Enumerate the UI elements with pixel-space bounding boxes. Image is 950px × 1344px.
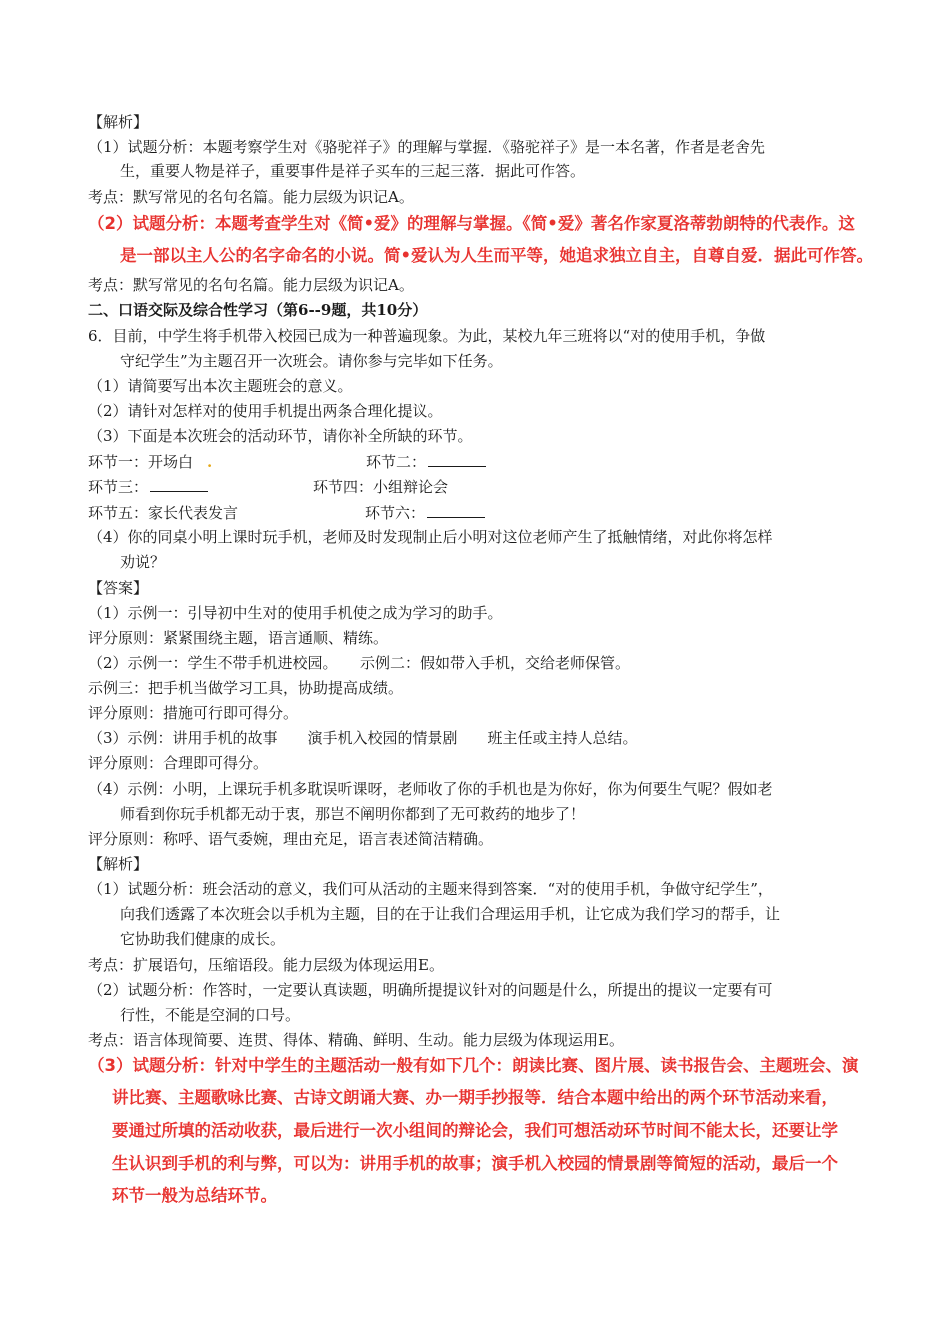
step-5: 环节五：家长代表发言 [88,504,239,522]
answer-4-line-1: （4）示例：小明，上课玩手机多耽误听课呀，老师收了你的手机也是为你好，你为何要生气呢？假如老 [88,780,773,798]
analysis-b1-line-2: 向我们透露了本次班会以手机为主题，目的在于让我们合理运用手机，让它成为我们学习的帮手，让 [120,905,781,923]
kaodian-1: 考点：默写常见的名句名篇。能力层级为识记A。 [88,188,414,206]
analysis-2-line-1: （2）试题分析：本题考查学生对《简•爱》的理解与掌握。《简•爱》著名作家夏洛蒂勃朗特的代表作。这 [88,214,855,233]
jiexi-label-1: 【解析】 [88,113,149,131]
analysis-b1-line-1: （1）试题分析：班会活动的意义，我们可从活动的主题来得到答案．“对的使用手机，争做守纪学生”， [88,880,773,898]
subquestion-1: （1）请简要写出本次主题班会的意义。 [88,377,353,395]
analysis-b3-line-5: 环节一般为总结环节。 [112,1186,277,1205]
step-2-label: 环节二： [366,453,427,471]
question-6-line-2: 守纪学生”为主题召开一次班会。请你参与完毕如下任务。 [120,352,503,370]
jiexi-label-2: 【解析】 [88,855,149,873]
step-2 [366,452,486,472]
step-1-mark: . [207,453,213,471]
analysis-1-line-1: （1）试题分析：本题考察学生对《骆驼祥子》的理解与掌握．《骆驼祥子》是一本名著，作者是老舍先 [88,138,766,156]
step-1-label: 环节一：开场白 [88,453,194,471]
answer-label: 【答案】 [88,579,149,597]
step-4: 环节四：小组辩论会 [313,478,449,496]
analysis-b2-line-1: （2）试题分析：作答时，一定要认真读题，明确所提提议针对的问题是什么，所提出的提议一定要有可 [88,981,773,999]
section-heading: 二、口语交际及综合性学习（第6--9题，共10分） [88,301,428,319]
answer-2-example-3: 示例三：把手机当做学习工具，协助提高成绩。 [88,679,404,697]
analysis-b2-line-2: 行性，不能是空洞的口号。 [120,1006,301,1024]
answer-4-line-2: 师看到你玩手机都无动于衷，那岂不阐明你都到了无可救药的地步了！ [120,805,586,823]
question-6-line-1: 6．目前，中学生将手机带入校园已成为一种普遍现象。为此，某校九年三班将以“对的使用手机，争做 [88,327,766,345]
step-1 [88,452,212,472]
answer-3-rule: 评分原则：合理即可得分。 [88,754,269,772]
analysis-b3-line-2: 讲比赛、主题歌咏比赛、古诗文朗诵大赛、办一期手抄报等．结合本题中给出的两个环节活动来看， [112,1088,838,1107]
subquestion-2: （2）请针对怎样对的使用手机提出两条合理化提议。 [88,402,443,420]
step-6 [365,503,485,523]
subquestion-3: （3）下面是本次班会的活动环节，请你补全所缺的环节。 [88,427,473,445]
answer-4-rule: 评分原则：称呼、语气委婉，理由充足，语言表述简洁精确。 [88,830,494,848]
step-3-label: 环节三： [88,478,149,496]
subquestion-4-line-2: 劝说？ [120,553,166,571]
step-2-blank[interactable] [428,452,486,467]
analysis-2-line-2: 是一部以主人公的名字命名的小说。简•爱认为人生而平等，她追求独立自主，自尊自爱．据此可作答。 [120,246,874,265]
answer-1: （1）示例一：引导初中生对的使用手机使之成为学习的助手。 [88,604,503,622]
step-3-blank[interactable] [150,477,208,492]
step-6-label: 环节六： [365,504,426,522]
kaodian-2: 考点：默写常见的名句名篇。能力层级为识记A。 [88,276,414,294]
kaodian-b1: 考点：扩展语句，压缩语段。能力层级为体现运用E。 [88,956,444,974]
analysis-1-line-2: 生，重要人物是祥子，重要事件是祥子买车的三起三落．据此可作答。 [120,162,586,180]
subquestion-4-line-1: （4）你的同桌小明上课时玩手机，老师及时发现制止后小明对这位老师产生了抵触情绪，对此你将怎样 [88,528,773,546]
answer-2: （2）示例一：学生不带手机进校园。 示例二：假如带入手机，交给老师保管。 [88,654,631,672]
answer-1-rule: 评分原则：紧紧围绕主题，语言通顺、精练。 [88,629,389,647]
analysis-b3-line-1: （3）试题分析：针对中学生的主题活动一般有如下几个：朗读比赛、图片展、读书报告会、主题班会、演 [88,1056,859,1075]
analysis-b3-line-3: 要通过所填的活动收获，最后进行一次小组间的辩论会，我们可想活动环节时间不能太长，还要让学 [112,1121,838,1140]
answer-3: （3）示例：讲用手机的故事 演手机入校园的情景剧 班主任或主持人总结。 [88,729,638,747]
kaodian-b2: 考点：语言体现简要、连贯、得体、精确、鲜明、生动。能力层级为体现运用E。 [88,1031,624,1049]
step-6-blank[interactable] [427,503,485,518]
analysis-b1-line-3: 它协助我们健康的成长。 [120,930,286,948]
step-3 [88,477,208,497]
analysis-b3-line-4: 生认识到手机的利与弊，可以为：讲用手机的故事；演手机入校园的情景剧等简短的活动，最后一个 [112,1154,838,1173]
answer-2-rule: 评分原则：措施可行即可得分。 [88,704,299,722]
